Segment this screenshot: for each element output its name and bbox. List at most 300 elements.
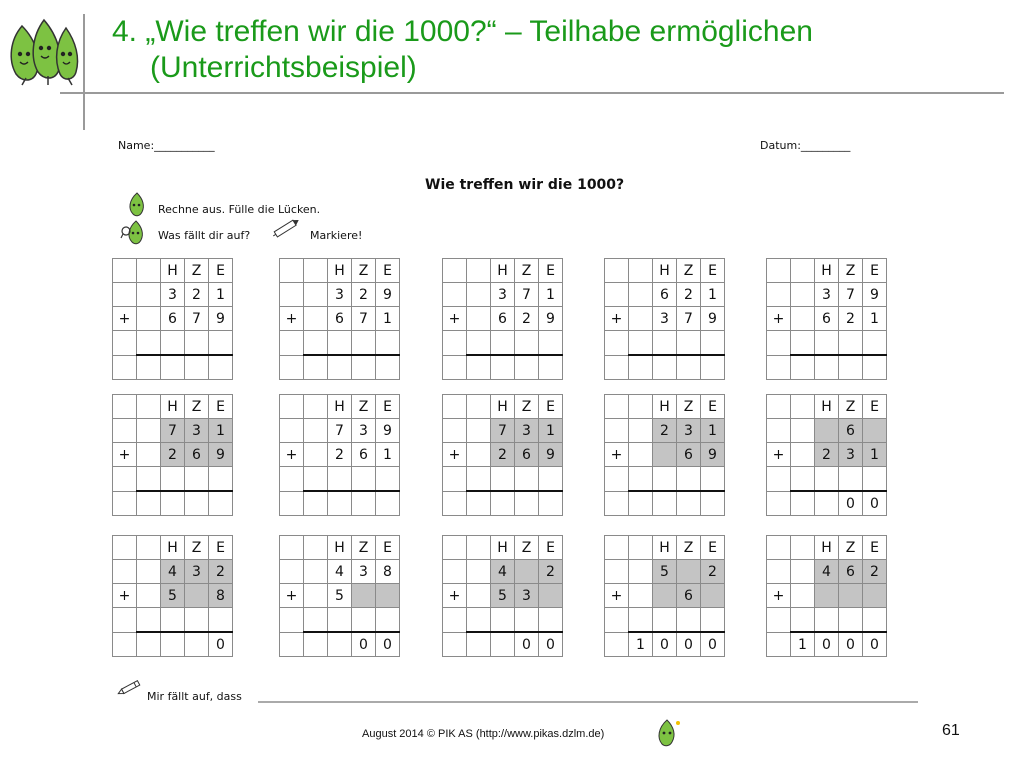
second-addend-digit: 1 [376, 307, 400, 331]
grid-cell [352, 467, 376, 492]
grid-cell [304, 536, 328, 560]
plus-sign: + [280, 443, 304, 467]
grid-row [113, 584, 233, 608]
grid-cell [376, 608, 400, 633]
grid-cell [280, 536, 304, 560]
place-value-header: H [815, 259, 839, 283]
grid-cell [629, 584, 653, 608]
grid-row [767, 331, 887, 356]
grid-row [767, 283, 887, 307]
grid-row [605, 395, 725, 419]
grid-row [767, 584, 887, 608]
addition-grid [112, 258, 233, 380]
result-digit [467, 632, 491, 657]
second-addend-digit: 1 [863, 307, 887, 331]
place-value-header: H [161, 259, 185, 283]
grid-cell [304, 608, 328, 633]
grid-cell [467, 560, 491, 584]
grid-cell [629, 467, 653, 492]
grid-row [605, 419, 725, 443]
result-digit: 0 [863, 491, 887, 516]
marker-pen-icon [270, 217, 302, 239]
grid-cell [791, 467, 815, 492]
first-addend-digit [515, 560, 539, 584]
slide-title-line-1: 4. „Wie treffen wir die 1000?“ – Teilhabe ermöglichen [112, 15, 813, 48]
grid-cell [280, 632, 304, 657]
result-digit [467, 491, 491, 516]
grid-cell [839, 331, 863, 356]
grid-cell [767, 491, 791, 516]
grid-cell [443, 283, 467, 307]
place-value-header: Z [515, 259, 539, 283]
result-digit [185, 355, 209, 380]
second-addend-digit: 6 [677, 443, 701, 467]
grid-cell [280, 283, 304, 307]
second-addend-digit: 2 [815, 443, 839, 467]
grid-cell [863, 608, 887, 633]
first-addend-digit: 8 [376, 560, 400, 584]
grid-cell [467, 419, 491, 443]
first-addend-digit: 9 [376, 283, 400, 307]
grid-cell [280, 419, 304, 443]
first-addend-digit: 7 [839, 283, 863, 307]
second-addend-digit [701, 584, 725, 608]
grid-row [280, 355, 400, 380]
grid-cell [280, 259, 304, 283]
grid-cell [767, 608, 791, 633]
place-value-header: H [815, 536, 839, 560]
plus-sign: + [605, 443, 629, 467]
grid-cell [280, 491, 304, 516]
grid-row [280, 608, 400, 633]
second-addend-digit: 5 [161, 584, 185, 608]
grid-cell [137, 560, 161, 584]
grid-cell [304, 584, 328, 608]
grid-cell [280, 395, 304, 419]
grid-cell [443, 560, 467, 584]
grid-row [280, 307, 400, 331]
grid-cell [280, 331, 304, 356]
result-digit: 0 [839, 632, 863, 657]
first-addend-digit: 2 [677, 283, 701, 307]
grid-cell [209, 608, 233, 633]
grid-row [767, 395, 887, 419]
grid-cell [629, 419, 653, 443]
grid-cell [467, 395, 491, 419]
result-digit: 1 [629, 632, 653, 657]
result-digit [467, 355, 491, 380]
grid-row [113, 331, 233, 356]
result-digit [791, 355, 815, 380]
place-value-header: E [376, 536, 400, 560]
place-value-header: Z [515, 536, 539, 560]
result-digit [304, 491, 328, 516]
grid-row [280, 419, 400, 443]
grid-cell [304, 331, 328, 356]
first-addend-digit: 3 [185, 419, 209, 443]
grid-cell [137, 584, 161, 608]
addition-grid [604, 258, 725, 380]
second-addend-digit [863, 584, 887, 608]
result-digit [791, 491, 815, 516]
first-addend-digit [863, 419, 887, 443]
result-digit [839, 355, 863, 380]
place-value-header: E [863, 395, 887, 419]
first-addend-digit: 9 [376, 419, 400, 443]
grid-cell [209, 331, 233, 356]
grid-cell [791, 608, 815, 633]
second-addend-digit: 2 [491, 443, 515, 467]
grid-row [113, 307, 233, 331]
result-digit [209, 355, 233, 380]
grid-row [280, 395, 400, 419]
addition-grid [112, 394, 233, 516]
second-addend-digit: 3 [839, 443, 863, 467]
grid-row [443, 355, 563, 380]
grid-row [605, 355, 725, 380]
slide-footer: August 2014 © PIK AS (http://www.pikas.dzlm.de) [362, 728, 605, 740]
second-addend-digit: 6 [677, 584, 701, 608]
grid-row [605, 560, 725, 584]
grid-cell [113, 467, 137, 492]
place-value-header: E [701, 259, 725, 283]
grid-row [605, 632, 725, 657]
result-digit [491, 632, 515, 657]
plus-sign: + [767, 584, 791, 608]
first-addend-digit: 4 [328, 560, 352, 584]
grid-cell [629, 307, 653, 331]
place-value-header: Z [185, 395, 209, 419]
result-digit: 1 [791, 632, 815, 657]
grid-cell [443, 536, 467, 560]
grid-cell [767, 331, 791, 356]
grid-cell [137, 331, 161, 356]
grid-cell [328, 467, 352, 492]
grid-cell [467, 307, 491, 331]
grid-cell [304, 259, 328, 283]
grid-cell [791, 395, 815, 419]
place-value-header: Z [677, 259, 701, 283]
plus-sign: + [443, 307, 467, 331]
grid-cell [113, 491, 137, 516]
result-digit: 0 [376, 632, 400, 657]
place-value-header: Z [839, 259, 863, 283]
plus-sign: + [113, 584, 137, 608]
grid-cell [605, 419, 629, 443]
addition-grid [604, 535, 725, 657]
result-digit [515, 491, 539, 516]
grid-cell [629, 259, 653, 283]
grid-cell [767, 467, 791, 492]
grid-cell [161, 331, 185, 356]
result-digit [328, 632, 352, 657]
grid-cell [304, 467, 328, 492]
grid-cell [113, 331, 137, 356]
grid-cell [515, 467, 539, 492]
addition-grid [279, 535, 400, 657]
addition-grid [442, 258, 563, 380]
grid-cell [280, 608, 304, 633]
grid-row [767, 560, 887, 584]
result-digit: 0 [815, 632, 839, 657]
plus-sign: + [113, 307, 137, 331]
second-addend-digit: 6 [328, 307, 352, 331]
result-digit [539, 491, 563, 516]
grid-cell [137, 283, 161, 307]
plus-sign: + [443, 443, 467, 467]
grid-cell [767, 259, 791, 283]
grid-cell [605, 608, 629, 633]
result-digit [491, 491, 515, 516]
second-addend-digit: 6 [161, 307, 185, 331]
result-digit [328, 355, 352, 380]
pikas-footer-logo [652, 718, 682, 748]
grid-cell [280, 467, 304, 492]
grid-cell [467, 584, 491, 608]
first-addend-digit: 7 [515, 283, 539, 307]
result-digit [161, 632, 185, 657]
grid-row [443, 419, 563, 443]
result-digit [304, 355, 328, 380]
grid-row [113, 608, 233, 633]
grid-cell [467, 259, 491, 283]
grid-cell [137, 608, 161, 633]
second-addend-digit: 7 [352, 307, 376, 331]
plus-sign: + [767, 307, 791, 331]
grid-cell [185, 608, 209, 633]
grid-row [113, 467, 233, 492]
grid-row [280, 632, 400, 657]
result-digit [677, 491, 701, 516]
grid-cell [629, 560, 653, 584]
result-digit: 0 [701, 632, 725, 657]
grid-cell [280, 560, 304, 584]
grid-row [767, 307, 887, 331]
second-addend-digit: 7 [185, 307, 209, 331]
second-addend-digit [653, 443, 677, 467]
grid-cell [443, 467, 467, 492]
plus-sign: + [605, 307, 629, 331]
addition-grid [279, 258, 400, 380]
second-addend-digit: 7 [677, 307, 701, 331]
grid-row [443, 608, 563, 633]
grid-row [605, 283, 725, 307]
first-addend-digit: 2 [653, 419, 677, 443]
grid-cell [605, 467, 629, 492]
place-value-header: E [863, 536, 887, 560]
grid-cell [443, 259, 467, 283]
place-value-header: H [653, 395, 677, 419]
grid-cell [605, 560, 629, 584]
grid-row [767, 355, 887, 380]
second-addend-digit [352, 584, 376, 608]
first-addend-digit: 1 [539, 283, 563, 307]
place-value-header: H [815, 395, 839, 419]
grid-cell [539, 608, 563, 633]
first-addend-digit: 3 [515, 419, 539, 443]
result-digit: 0 [539, 632, 563, 657]
second-addend-digit: 5 [491, 584, 515, 608]
result-digit [653, 491, 677, 516]
grid-cell [791, 419, 815, 443]
grid-row [767, 419, 887, 443]
addition-grid [766, 258, 887, 380]
result-digit [328, 491, 352, 516]
grid-cell [304, 443, 328, 467]
grid-cell [605, 395, 629, 419]
result-digit: 0 [653, 632, 677, 657]
grid-cell [443, 608, 467, 633]
grid-cell [137, 259, 161, 283]
place-value-header: Z [839, 395, 863, 419]
grid-row [113, 419, 233, 443]
grid-row [767, 608, 887, 633]
grid-cell [467, 443, 491, 467]
place-value-header: Z [677, 395, 701, 419]
first-addend-digit: 6 [653, 283, 677, 307]
first-addend-digit [815, 419, 839, 443]
first-addend-digit: 3 [352, 419, 376, 443]
grid-cell [376, 467, 400, 492]
grid-cell [791, 536, 815, 560]
grid-cell [113, 560, 137, 584]
grid-cell [629, 443, 653, 467]
grid-cell [113, 419, 137, 443]
result-digit [701, 491, 725, 516]
grid-cell [443, 395, 467, 419]
place-value-header: E [209, 395, 233, 419]
result-digit [815, 491, 839, 516]
grid-row [443, 259, 563, 283]
grid-cell [767, 395, 791, 419]
grid-cell [701, 331, 725, 356]
grid-cell [467, 467, 491, 492]
addition-grid [279, 394, 400, 516]
grid-row [280, 283, 400, 307]
grid-cell [137, 419, 161, 443]
grid-row [605, 331, 725, 356]
result-digit [161, 355, 185, 380]
grid-cell [605, 331, 629, 356]
place-value-header: H [161, 395, 185, 419]
grid-cell [328, 608, 352, 633]
result-digit: 0 [677, 632, 701, 657]
grid-cell [304, 395, 328, 419]
result-digit [653, 355, 677, 380]
result-digit [376, 491, 400, 516]
first-addend-digit: 2 [209, 560, 233, 584]
place-value-header: E [376, 395, 400, 419]
grid-cell [137, 467, 161, 492]
second-addend-digit: 8 [209, 584, 233, 608]
first-addend-digit: 2 [185, 283, 209, 307]
second-addend-digit [815, 584, 839, 608]
grid-row [113, 536, 233, 560]
second-addend-digit: 9 [209, 307, 233, 331]
grid-cell [161, 608, 185, 633]
grid-row [280, 331, 400, 356]
grid-row [113, 283, 233, 307]
grid-cell [863, 467, 887, 492]
place-value-header: E [539, 395, 563, 419]
grid-cell [113, 283, 137, 307]
second-addend-digit: 9 [701, 443, 725, 467]
result-digit [677, 355, 701, 380]
first-addend-digit: 3 [185, 560, 209, 584]
grid-cell [629, 536, 653, 560]
first-addend-digit: 5 [653, 560, 677, 584]
first-addend-digit: 2 [352, 283, 376, 307]
grid-cell [491, 331, 515, 356]
second-addend-digit: 6 [491, 307, 515, 331]
grid-cell [113, 259, 137, 283]
grid-cell [137, 395, 161, 419]
grid-cell [443, 491, 467, 516]
first-addend-digit: 4 [815, 560, 839, 584]
grid-cell [113, 632, 137, 657]
result-digit [137, 355, 161, 380]
grid-cell [767, 283, 791, 307]
first-addend-digit: 1 [701, 419, 725, 443]
grid-row [113, 395, 233, 419]
grid-row [113, 443, 233, 467]
addition-grid [442, 394, 563, 516]
grid-row [113, 355, 233, 380]
place-value-header: Z [185, 536, 209, 560]
place-value-header: E [209, 536, 233, 560]
grid-cell [701, 467, 725, 492]
result-digit [209, 491, 233, 516]
grid-cell [839, 467, 863, 492]
grid-cell [677, 331, 701, 356]
grid-cell [677, 467, 701, 492]
first-addend-digit: 3 [328, 283, 352, 307]
grid-cell [539, 467, 563, 492]
grid-row [280, 584, 400, 608]
result-digit [185, 491, 209, 516]
first-addend-digit: 2 [539, 560, 563, 584]
second-addend-digit: 3 [515, 584, 539, 608]
addition-grid [766, 535, 887, 657]
second-addend-digit [376, 584, 400, 608]
place-value-header: E [539, 536, 563, 560]
grid-cell [113, 355, 137, 380]
second-addend-digit: 9 [539, 307, 563, 331]
grid-row [767, 443, 887, 467]
grid-cell [767, 355, 791, 380]
grid-row [280, 259, 400, 283]
grid-cell [137, 307, 161, 331]
grid-cell [113, 608, 137, 633]
result-digit: 0 [352, 632, 376, 657]
grid-cell [137, 536, 161, 560]
second-addend-digit: 2 [515, 307, 539, 331]
grid-cell [352, 608, 376, 633]
plus-sign: + [767, 443, 791, 467]
grid-row [443, 560, 563, 584]
second-addend-digit: 9 [701, 307, 725, 331]
result-digit: 0 [863, 632, 887, 657]
first-addend-digit: 2 [863, 560, 887, 584]
place-value-header: H [328, 395, 352, 419]
grid-cell [653, 608, 677, 633]
result-digit [304, 632, 328, 657]
grid-cell [629, 608, 653, 633]
grid-row [443, 467, 563, 492]
grid-row [113, 259, 233, 283]
first-addend-digit: 1 [539, 419, 563, 443]
grid-cell [653, 331, 677, 356]
